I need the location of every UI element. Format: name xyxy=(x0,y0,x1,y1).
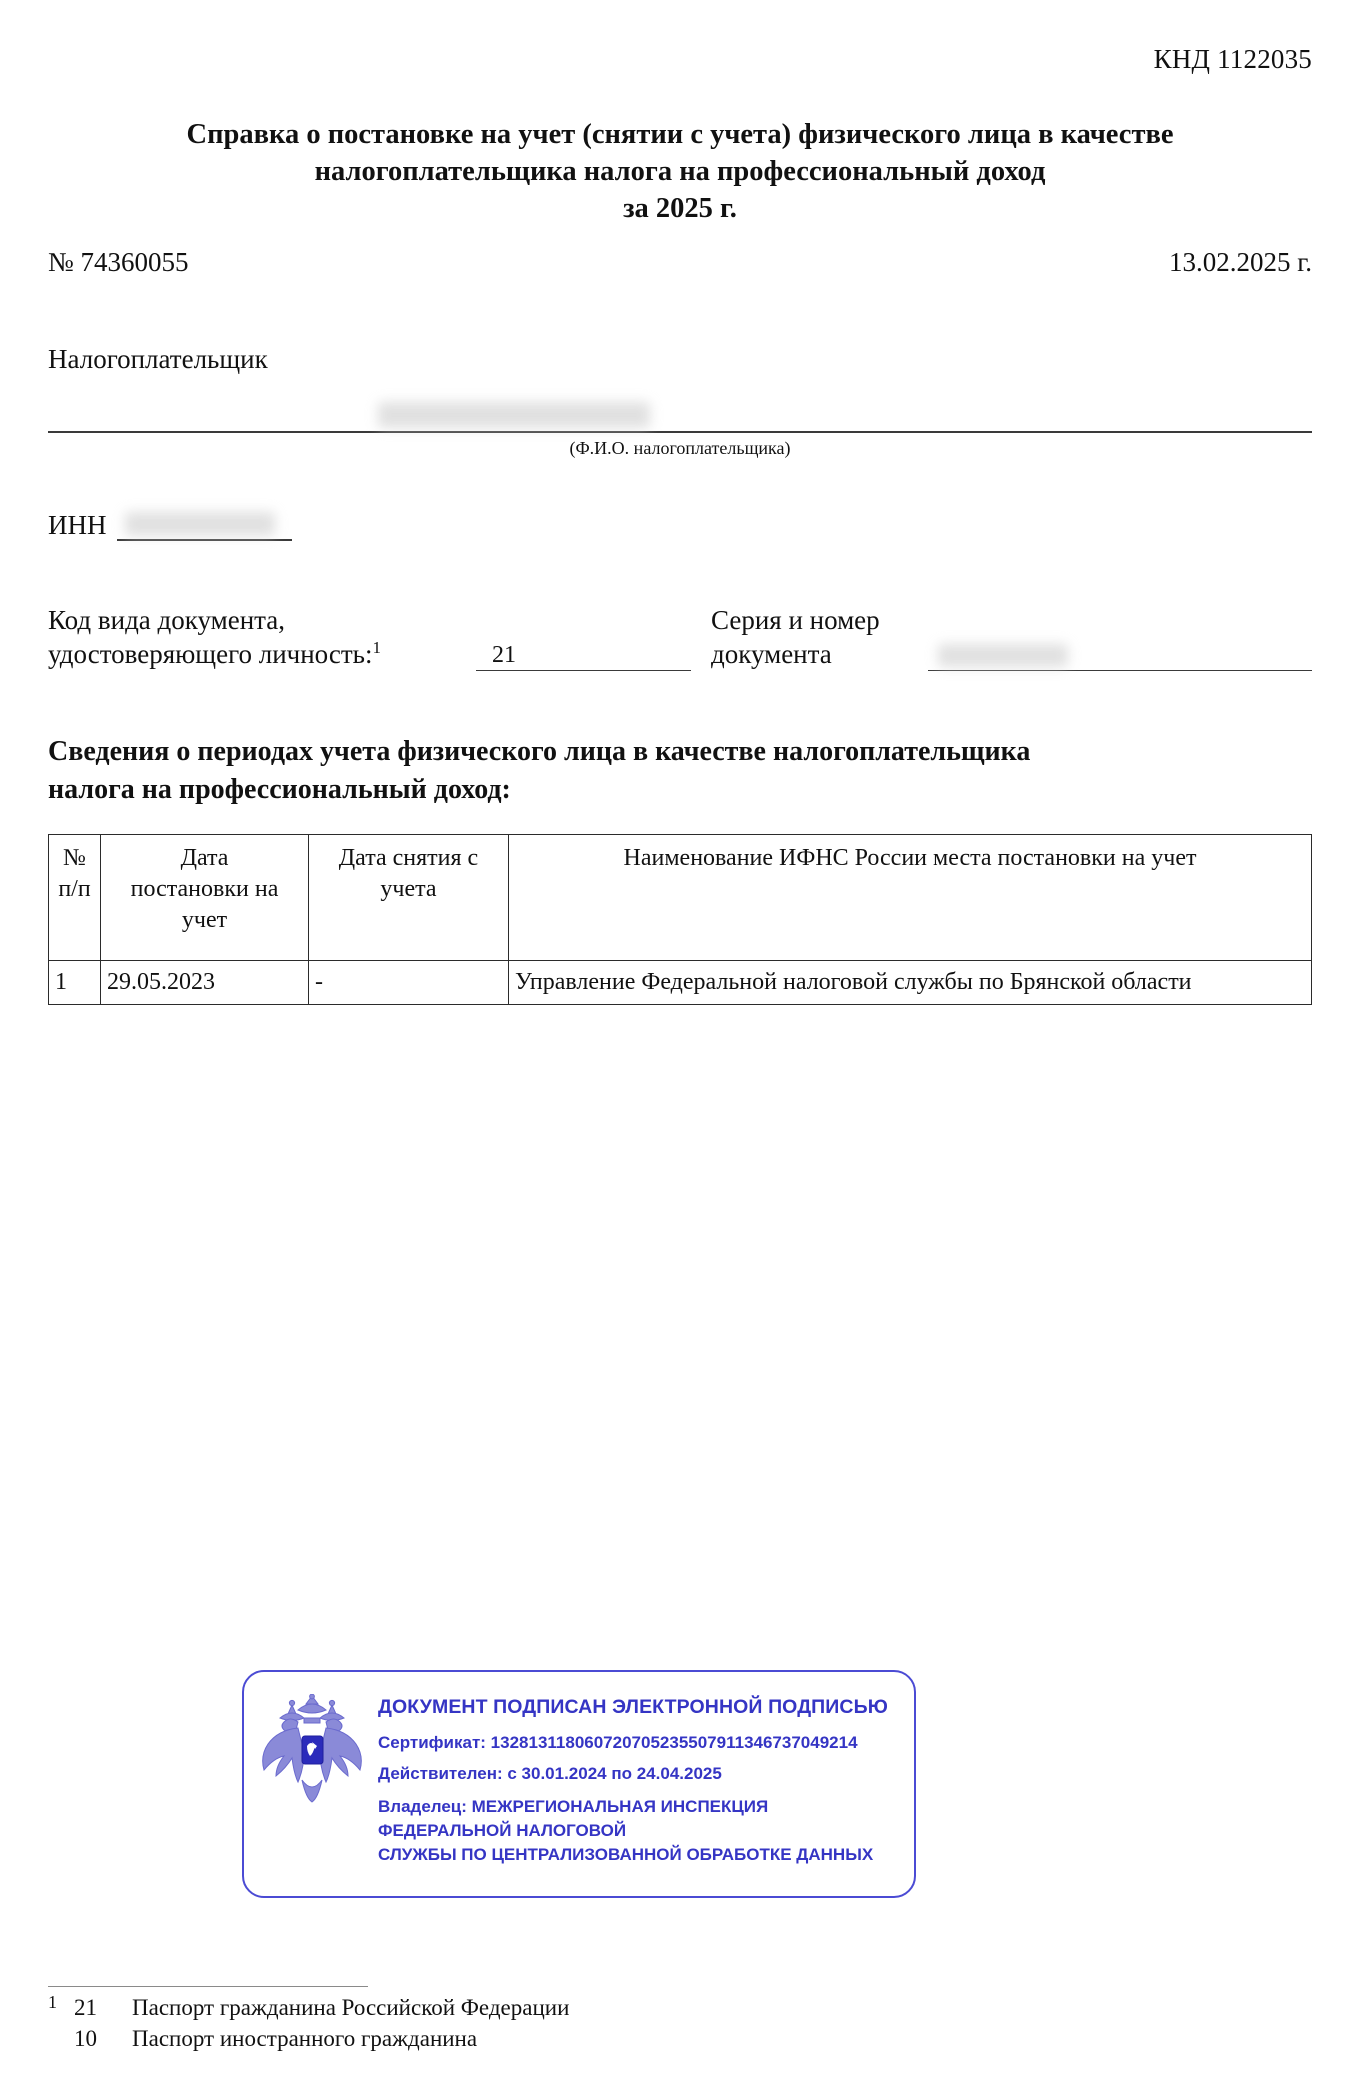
inn-row xyxy=(48,509,1312,541)
document-code-label-line-2: удостоверяющего личность:$^1$ xyxy=(48,638,381,670)
section-heading-line-2: налога на профессиональный доход: xyxy=(48,773,511,805)
document-number: № 74360055 xyxy=(48,247,189,278)
page-title-line-2: налогоплательщика налога на профессиональный доход xyxy=(314,155,1046,187)
document-code-label-line-1: Код вида документа, xyxy=(48,605,286,636)
document-serial-field xyxy=(928,639,1312,671)
stamp-owner-line-1: Владелец: МЕЖРЕГИОНАЛЬНАЯ ИНСПЕКЦИЯ ФЕДЕРАЛЬНОЙ НАЛОГОВОЙ xyxy=(378,1797,769,1840)
footnote-reference: 1 xyxy=(372,638,381,658)
document-serial-label-line-2: документа xyxy=(711,639,832,670)
footnote-item xyxy=(48,1993,1312,2023)
page-title-line-3: за 2025 г. xyxy=(623,192,737,224)
taxpayer-name-caption: (Ф.И.О. налогоплательщика) xyxy=(569,438,791,459)
footnote-item xyxy=(48,2024,1312,2054)
section-heading-line-1: Сведения о периодах учета физического лица в качестве налогоплательщика xyxy=(48,736,1031,768)
stamp-validity: Действителен: с 30.01.2024 по 24.04.2025 xyxy=(378,1764,722,1783)
table-row xyxy=(49,960,1312,1004)
russian-coat-of-arms-icon xyxy=(258,1694,366,1812)
identity-document-row xyxy=(48,603,1312,671)
document-serial-label-line-1: Серия и номер xyxy=(711,605,880,636)
document-serial-label xyxy=(711,603,916,671)
section-heading xyxy=(48,733,1312,807)
document-code-label xyxy=(48,603,468,671)
footnote-text: Паспорт гражданина Российской Федерации xyxy=(132,1995,570,2021)
page-title xyxy=(48,117,1312,227)
column-header-date-deregistered: Дата снятия с учета xyxy=(309,834,509,960)
footnote-code: 10 xyxy=(74,2025,97,2051)
cell-date-registered: 29.05.2023 xyxy=(101,960,309,1004)
cell-date-deregistered: - xyxy=(309,960,509,1004)
inn-redaction xyxy=(125,512,275,536)
taxpayer-name-field xyxy=(48,395,1312,433)
cell-index: 1 xyxy=(49,960,101,1004)
column-header-index: № п/п xyxy=(49,834,101,960)
table-header-row xyxy=(49,834,1312,960)
footnote-marker: 1 xyxy=(48,1992,57,2013)
document-serial-redaction xyxy=(938,644,1068,667)
column-header-ifns-name: Наименование ИФНС России места постановки на учет xyxy=(509,834,1312,960)
document-meta xyxy=(48,247,1312,278)
taxpayer-name-redaction xyxy=(378,402,650,428)
footnote-text: Паспорт иностранного гражданина xyxy=(132,2025,478,2051)
stamp-owner-line-2: СЛУЖБЫ ПО ЦЕНТРАЛИЗОВАННОЙ ОБРАБОТКЕ ДАННЫХ xyxy=(378,1844,874,1864)
stamp-owner xyxy=(378,1795,896,1866)
table-body xyxy=(49,960,1312,1004)
inn-label: ИНН xyxy=(48,510,107,541)
document-date: 13.02.2025 г. xyxy=(1168,247,1312,278)
inn-value-field xyxy=(117,509,292,541)
cell-ifns-name: Управление Федеральной налоговой службы по Брянской области xyxy=(509,960,1312,1004)
electronic-signature-stamp xyxy=(242,1670,916,1898)
page-title-line-1: Справка о постановке на учет (снятии с учета) физического лица в качестве xyxy=(186,119,1174,150)
registration-periods-table xyxy=(48,834,1312,1005)
knd-code: КНД 1122035 xyxy=(1153,44,1312,74)
stamp-text-block xyxy=(378,1688,896,1866)
taxpayer-label: Налогоплательщик xyxy=(48,344,268,375)
footnote-code: 21 xyxy=(74,1995,97,2021)
footnote-divider xyxy=(48,1986,368,1987)
document-code-value: 21 xyxy=(476,639,691,671)
footnotes xyxy=(48,1986,1312,2054)
stamp-title: ДОКУМЕНТ ПОДПИСАН ЭЛЕКТРОННОЙ ПОДПИСЬЮ xyxy=(378,1696,888,1718)
stamp-certificate: Сертификат: 132813118060720705235507911346737049214 xyxy=(378,1733,858,1752)
column-header-date-registered: Дата постановки на учет xyxy=(101,834,309,960)
